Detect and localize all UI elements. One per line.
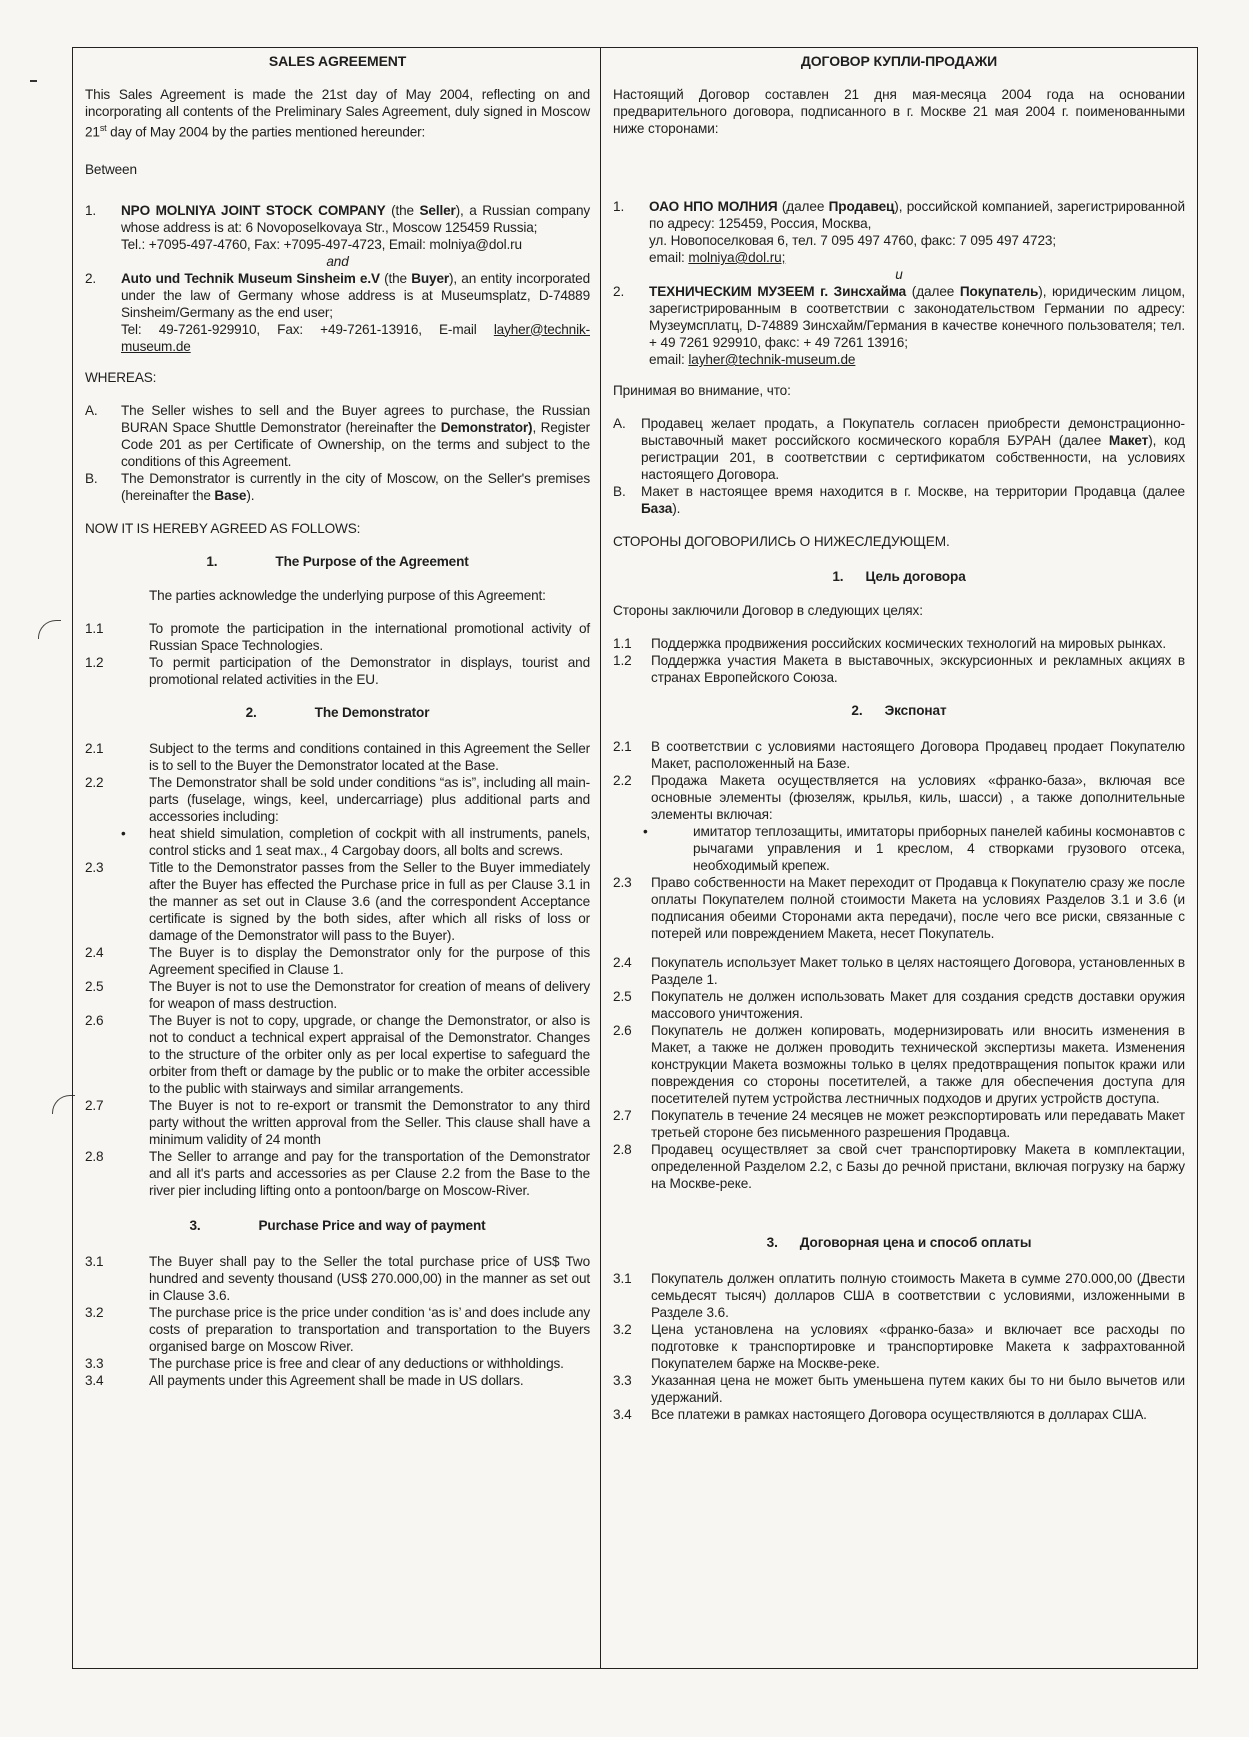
buyer-contact: Tel: 49-7261-929910, Fax: +49-7261-13916, E-mail (121, 321, 494, 337)
clause-2-1-ru: 2.1 В соответствии с условиями настоящего Договора Продавец продает Покупателю Макет, расположенный на Базе. (613, 739, 1185, 771)
and-label-ru: и (895, 267, 903, 282)
clause-1-2-ru: 1.2 Поддержка участия Макета в выставочных, экскурсионных и рекламных акциях в странах Европейского Союза. (613, 653, 1185, 685)
section-3-heading: 3. Purchase Price and way of payment (189, 1217, 486, 1233)
punch-hole-mark (38, 620, 61, 639)
whereas-a: A. The Seller wishes to sell and the Buyer agrees to purchase, the Russian BURAN Space Shuttle Demonstrator (hereinafter the Demonstrator), Register Code 201 as per Certificate of Ownership, on the terms and subject to the conditions of this Agreement. (85, 402, 590, 469)
clause-3-3: 3.3 The purchase price is free and clear of any deductions or withholdings. (85, 1355, 564, 1371)
clause-2-4: 2.4 The Buyer is to display the Demonstrator only for the purpose of this Agreement specified in Clause 1. (85, 944, 590, 977)
section-1-lead: The parties acknowledge the underlying purpose of this Agreement: (149, 587, 546, 603)
whereas-a-ru: А. Продавец желает продать, а Покупатель согласен приобрести демонстрационно-выставочный макет российского космического корабля БУРАН (далее Макет), код регистрации 201, в соответствии с сертификатом собственности, на условиях настоящего Договора. (613, 416, 1186, 482)
seller-contact: Tel.: +7095-497-4760, Fax: +7095-497-4723, Email: molniya@dol.ru (121, 236, 522, 252)
russian-column (601, 48, 1197, 1668)
clause-3-2: 3.2 The purchase price is the price under condition ‘as is’ and does include any costs of preparation to transportation and transportation to the Buyers organised barge on Moscow River. (85, 1304, 590, 1354)
scan-mark (30, 80, 37, 82)
clause-3-1-ru: 3.1 Покупатель должен оплатить полную стоимость Макета в сумме 270.000,00 (Двести семьдесят тысяч) долларов США в соответствии с условиями, изложенными в Разделе 3.6. (613, 1271, 1185, 1320)
section-1-lead-ru: Стороны заключили Договор в следующих целях: (613, 603, 923, 618)
clause-2-6: 2.6 The Buyer is not to copy, upgrade, or change the Demonstrator, or also is not to conduct a technical expert appraisal of the Demonstrator. Changes to the structure of the orbiter only as per local expertise to safeguard the orbiter from theft or damage by the public or to make the orbiter accessible to the public with stairways and similar arrangements. (85, 1012, 590, 1096)
clause-2-1: 2.1 Subject to the terms and conditions contained in this Agreement the Seller is to sell to the Buyer the Demonstrator located at the Base. (85, 740, 590, 773)
clause-3-4-ru: 3.4 Все платежи в рамках настоящего Договора осуществляются в долларах США. (613, 1407, 1147, 1422)
clause-2-3-ru: 2.3 Право собственности на Макет переходит от Продавца к Покупателю сразу же после оплаты Покупателем полной стоимости Макета на условиях Разделов 3.1 и 3.6 (и подписания обеими Сторонами акта передачи), после чего все риски, связанные с потерей или повреждением Макета, несет Покупатель. (613, 875, 1185, 941)
english-column (73, 48, 601, 1668)
whereas-b: B. The Demonstrator is currently in the city of Moscow, on the Seller's premises (hereinafter the Base). (85, 470, 590, 503)
seller-email-link-ru[interactable]: molniya@dol.ru; (688, 250, 786, 265)
clause-2-7: 2.7 The Buyer is not to re-export or transmit the Demonstrator to any third party without the written approval from the Seller. This clause shall have a minimum validity of 24 month (85, 1097, 590, 1147)
clause-2-7-ru: 2.7 Покупатель в течение 24 месяцев не может реэкспортировать или передавать Макет третьей стороне без письменного разрешения Продавца. (613, 1108, 1185, 1140)
section-3-heading-ru: 3. Договорная цена и способ оплаты (766, 1235, 1032, 1250)
party-seller-ru: 1. ОАО НПО МОЛНИЯ (далее Продавец), российской компанией, зарегистрированной по адресу: 125459, Россия, Москва, ул. Новопоселковая 6, тел. 7 095 497 4760, факс: 7 095 497 4723; email: molniya@dol.ru; (613, 199, 1186, 265)
section-1-heading-ru: 1. Цель договора (832, 569, 966, 584)
clause-2-8-ru: 2.8 Продавец осуществляет за свой счет транспортировку Макета в комплектации, определенной Разделом 2.2, с Базы до речной пристани, включая погрузку на баржу на Москве-реке. (613, 1142, 1185, 1191)
section-1-heading: 1. The Purpose of the Agreement (206, 553, 469, 569)
agreement-table (72, 47, 1198, 1669)
clause-2-3: 2.3 Title to the Demonstrator passes from the Seller to the Buyer immediately after the Buyer has effected the Purchase price in full as per Clause 3.1 in the manner as set out in Clause 3.6 (and the correspondent Acceptance certificate is signed by the both sides, after which all risks of loss or damage of the Demonstrator will pass to the Buyer). (85, 859, 590, 943)
clause-1-1: 1.1 To promote the participation in the international promotional activity of Russian Space Technologies. (85, 620, 590, 653)
clause-2-2-bullet-ru: • имитатор теплозащиты, имитаторы приборных панелей кабины космонавтов с рычагами управления и 1 креслом, 4 створками грузового отсека, необходимый крепеж. (613, 823, 1185, 874)
between-label: Between (85, 161, 137, 177)
party-buyer-ru: 2. ТЕХНИЧЕСКИМ МУЗЕЕМ г. Зинсхайма (далее Покупатель), юридическим лицом, зарегистрированным в соответствии с законодательством Германии по адресу: Музеумсплатц, D-74889 Зинсхайм/Германия в качестве конечного пользователя; тел. + 49 7261 929910, факс: + 49 7261 13916; email: layher@technik-museum.de (613, 284, 1185, 367)
whereas-label-ru: Принимая во внимание, что: (613, 383, 791, 398)
clause-2-4-ru: 2.4 Покупатель использует Макет только в целях настоящего Договора, установленных в Разделе 1. (613, 955, 1185, 987)
clause-1-1-ru: 1.1 Поддержка продвижения российских космических технологий на мировых рынках. (613, 636, 1167, 651)
buyer-email-link[interactable]: layher@technik-museum.de (121, 321, 590, 354)
bullet-icon: • (121, 825, 126, 841)
whereas-b-ru: В. Макет в настоящее время находится в г. Москве, на территории Продавца (далее База). (613, 484, 1185, 516)
agreed-label-ru: СТОРОНЫ ДОГОВОРИЛИСЬ О НИЖЕСЛЕДУЮЩЕМ. (613, 534, 950, 549)
clause-1-2: 1.2 To permit participation of the Demonstrator in displays, tourist and promotional related activities in the EU. (85, 654, 590, 687)
party-seller: 1. NPO MOLNIYA JOINT STOCK COMPANY (the Seller), a Russian company whose address is at: 6 Novoposelkovaya Str., Moscow 125459 Russia; Tel.: +7095-497-4760, Fax: +7095-497-4723, Email: molniya@dol.ru (85, 202, 590, 252)
english-intro: This Sales Agreement is made the 21st day of May 2004, reflecting on and incorporating all contents of the Preliminary Sales Agreement, duly signed in Moscow 21st day of May 2004 by the parties mentioned hereunder: (85, 87, 590, 140)
clause-2-6-ru: 2.6 Покупатель не должен копировать, модернизировать или вносить изменения в Макет, а также не должен проводить технической экспертизы макета. Изменения конструкции Макета возможны только в целях предотвращения попыток кражи или повреждения со стороны посетителей, а также для обеспечения доступа для посетителей путем устройства лестничных подходов и других устройств доступа. (613, 1023, 1185, 1106)
russian-title: ДОГОВОР КУПЛИ-ПРОДАЖИ (800, 53, 998, 69)
party-buyer: 2. Auto und Technik Museum Sinsheim e.V (the Buyer), an entity incorporated under the law of Germany whose address is at Museumsplatz, D-74889 Sinsheim/Germany as the end user; Tel: 49-7261-929910, Fax: +49-7261-13916, E-mail layher@technik-museum.de (85, 270, 590, 354)
clause-3-3-ru: 3.3 Указанная цена не может быть уменьшена путем каких бы то ни было вычетов или удержаний. (613, 1373, 1185, 1405)
clause-2-2: 2.2 The Demonstrator shall be sold under conditions “as is”, including all main-parts (fuselage, wings, keel, undercarriage) plus additional parts and accessories including: (85, 774, 590, 824)
whereas-label: WHEREAS: (85, 369, 157, 385)
clause-2-2-ru: 2.2 Продажа Макета осуществляется на условиях «франко-база», включая все основные элементы (фюзеляж, крылья, киль, шасси) , а также дополнительные элементы включая: (613, 773, 1185, 822)
clause-3-2-ru: 3.2 Цена установлена на условиях «франко-база» и включает все расходы по подготовке к транспортировке и транспортировке Макета к зафрахтованной Покупателем барже на Москве-реке. (613, 1322, 1185, 1371)
clause-2-5: 2.5 The Buyer is not to use the Demonstrator for creation of means of delivery for weapon of mass destruction. (85, 978, 590, 1011)
section-2-heading-ru: 2. Экспонат (851, 703, 947, 718)
bullet-icon: • (643, 824, 648, 839)
clause-2-8: 2.8 The Seller to arrange and pay for the transportation of the Demonstrator and all it's parts and accessories as per Clause 2.2 from the Base to the river pier including lifting onto a pontoon/barge on Moscow-River. (85, 1148, 590, 1198)
russian-intro: Настоящий Договор составлен 21 дня мая-месяца 2004 года на основании предварительного договора, подписанного в г. Москве 21 мая 2004 г. поименованными ниже сторонами: (613, 87, 1185, 136)
clause-2-2-bullet: • heat shield simulation, completion of cockpit with all instruments, panels, control sticks and 1 seat max., 4 Cargobay doors, all bolts and screws. (85, 825, 590, 859)
english-title: SALES AGREEMENT (268, 53, 407, 69)
and-label: and (326, 253, 349, 269)
agreed-label: NOW IT IS HEREBY AGREED AS FOLLOWS: (85, 520, 361, 536)
clause-3-4: 3.4 All payments under this Agreement shall be made in US dollars. (85, 1372, 524, 1388)
clause-2-5-ru: 2.5 Покупатель не должен использовать Макет для создания средств доставки оружия массового уничтожения. (613, 989, 1185, 1021)
buyer-email-link-ru[interactable]: layher@technik-museum.de (688, 352, 856, 367)
section-2-heading: 2. The Demonstrator (245, 704, 430, 720)
clause-3-1: 3.1 The Buyer shall pay to the Seller the total purchase price of US$ Two hundred and seventy thousand (US$ 270.000,00) in the manner as set out in Clause 3.6. (85, 1253, 590, 1303)
